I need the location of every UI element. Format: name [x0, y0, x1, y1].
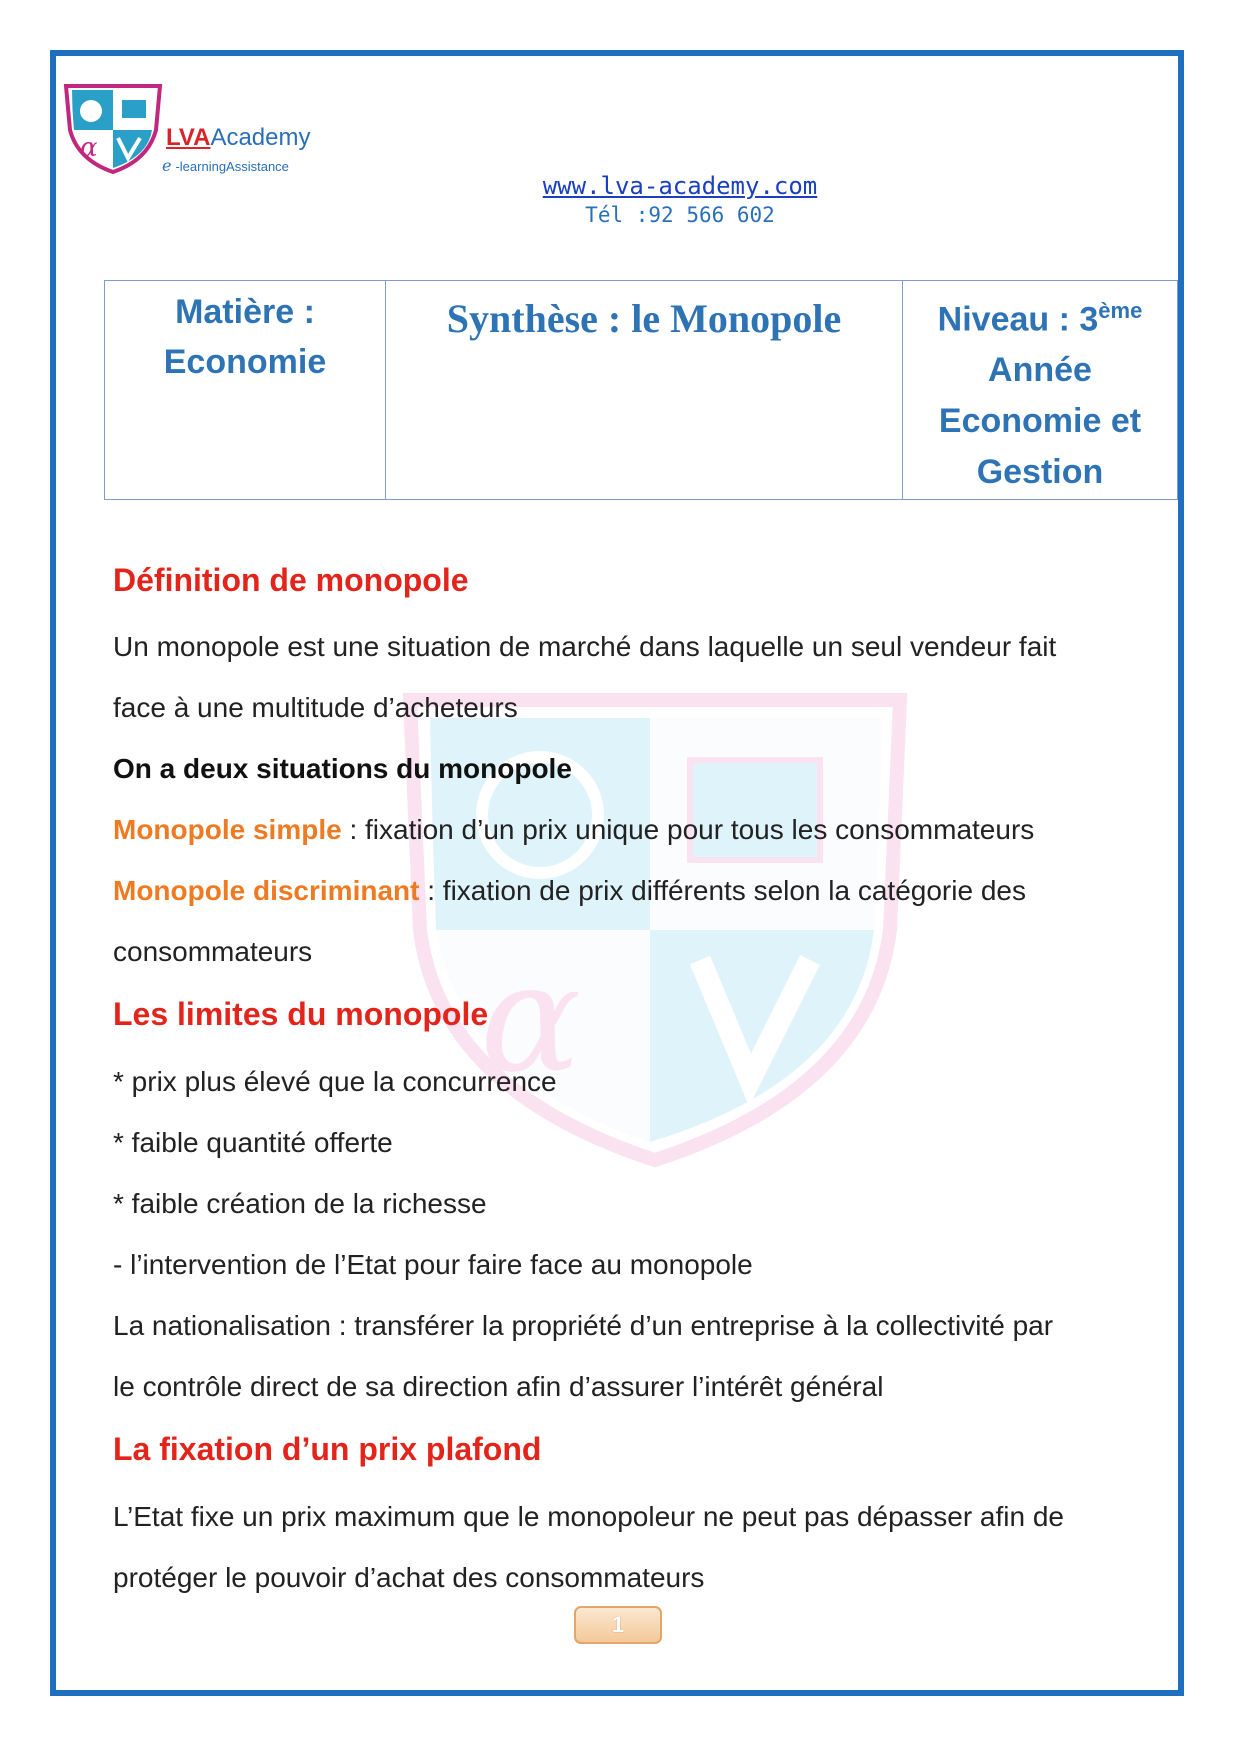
brand-tagline: e -learningAssistance — [162, 156, 289, 175]
level-cell: Niveau : 3ème Année Economie et Gestion — [903, 281, 1178, 500]
paragraph-line: face à une multitude d’acheteurs — [113, 692, 518, 723]
list-item: * prix plus élevé que la concurrence — [113, 1066, 557, 1097]
paragraph-line: La nationalisation : transférer la propriété d’un entreprise à la collectivité par — [113, 1310, 1054, 1341]
monopole-simple-label: Monopole simple — [113, 814, 342, 845]
list-item: * faible quantité offerte — [113, 1127, 393, 1158]
paragraph-line: Un monopole est une situation de marché dans laquelle un seul vendeur fait — [113, 631, 1057, 662]
subject-cell: Matière : Economie — [105, 281, 386, 500]
svg-text:α: α — [480, 932, 582, 1106]
paragraph-line: consommateurs — [113, 936, 313, 967]
list-item: - l’intervention de l’Etat pour faire face au monopole — [113, 1249, 753, 1280]
section-heading-prix-plafond: La fixation d’un prix plafond — [113, 1431, 542, 1467]
header-table — [104, 280, 1178, 500]
list-item: * faible création de la richesse — [113, 1188, 487, 1219]
paragraph-line: protéger le pouvoir d’achat des consommateurs — [113, 1562, 705, 1593]
bold-statement: On a deux situations du monopole — [113, 753, 572, 784]
paragraph-line: L’Etat fixe un prix maximum que le monopoleur ne peut pas dépasser afin de — [113, 1501, 1065, 1532]
monopole-discriminant-line: Monopole discriminant : fixation de prix différents selon la catégorie des — [113, 875, 1026, 906]
paragraph-line: le contrôle direct de sa direction afin d’assurer l’intérêt général — [113, 1371, 884, 1402]
section-heading-definition: Définition de monopole — [113, 562, 469, 598]
monopole-simple-line: Monopole simple : fixation d’un prix unique pour tous les consommateurs — [113, 814, 1035, 845]
section-heading-limites: Les limites du monopole — [113, 996, 489, 1032]
monopole-discriminant-label: Monopole discriminant — [113, 875, 420, 906]
brand-name: LVAAcademy — [166, 124, 311, 151]
document-title: Synthèse : le Monopole — [386, 281, 903, 500]
phone-number: Tél :92 566 602 — [585, 203, 775, 227]
lva-academy-logo — [58, 80, 168, 175]
svg-text:α: α — [80, 133, 98, 163]
website-link[interactable]: www.lva-academy.com — [542, 172, 818, 200]
page-number: 1 — [574, 1606, 662, 1644]
